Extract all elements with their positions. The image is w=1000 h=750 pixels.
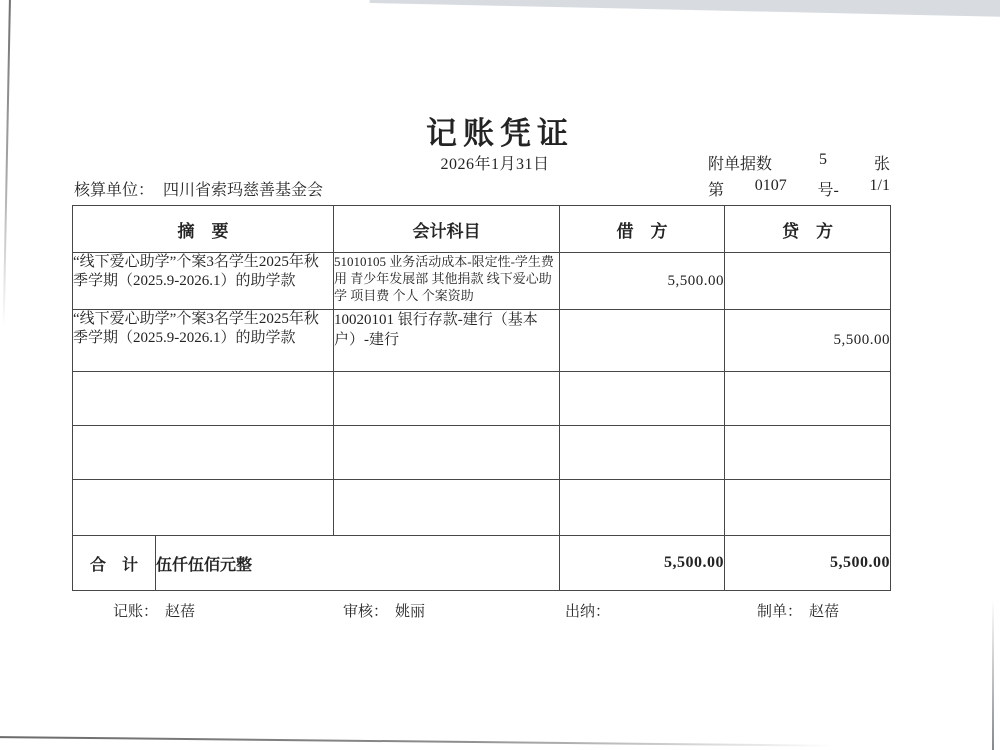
cell-credit: 5,500.00 — [725, 310, 891, 372]
cell-debit — [560, 426, 725, 480]
cell-credit — [725, 480, 891, 536]
table-row — [73, 310, 891, 372]
voucher-number-line — [708, 177, 890, 200]
cell-credit — [725, 253, 891, 310]
cell-summary — [73, 372, 334, 426]
cell-account — [334, 426, 560, 480]
paper-edge-right — [992, 600, 994, 750]
accounting-unit-label: 核算单位： — [74, 182, 155, 199]
preparer-label: 制单： — [757, 604, 803, 620]
table-row — [73, 253, 891, 310]
header-credit: 贷 方 — [725, 206, 891, 253]
header-debit: 借 方 — [560, 206, 725, 253]
cell-account — [334, 372, 560, 426]
cell-summary — [73, 480, 334, 536]
total-debit: 5,500.00 — [560, 536, 725, 591]
total-amount-in-words: 伍仟伍佰元整 — [156, 536, 560, 591]
attachment-unit: 张 — [873, 156, 890, 173]
preparer-name: 赵蓓 — [809, 604, 840, 620]
voucher-date: 2026年1月31日 — [440, 156, 550, 173]
cell-credit — [725, 372, 891, 426]
total-label: 合 计 — [73, 536, 156, 591]
table-header-row — [73, 206, 891, 253]
cell-summary: “线下爱心助学”个案3名学生2025年秋季学期（2025.9-2026.1）的助学款 — [73, 310, 334, 372]
signature-reviewer — [343, 600, 425, 621]
cell-debit: 5,500.00 — [560, 253, 725, 310]
cashier-label: 出纳： — [565, 604, 611, 620]
cell-debit — [560, 372, 725, 426]
voucher-no-suffix: 号- — [817, 182, 839, 199]
cell-summary — [73, 426, 334, 480]
page-title: 记账凭证 — [426, 116, 574, 151]
cell-summary: “线下爱心助学”个案3名学生2025年秋季学期（2025.9-2026.1）的助学款 — [73, 253, 334, 310]
voucher-no-number: 0107 — [754, 177, 787, 194]
attachment-count-line — [708, 151, 890, 174]
cell-account: 10020101 银行存款-建行（基本户）-建行 — [334, 310, 560, 372]
signature-cashier — [565, 600, 617, 621]
total-credit: 5,500.00 — [725, 536, 891, 591]
cell-account — [334, 480, 560, 536]
cell-account: 51010105 业务活动成本-限定性-学生费用 青少年发展部 其他捐款 线下爱心助学 项目费 个人 个案资助 — [334, 253, 560, 310]
accounting-unit-name: 四川省索玛慈善基金会 — [163, 182, 324, 199]
voucher-table — [72, 205, 891, 591]
cell-debit — [560, 310, 725, 372]
table-total-row — [73, 536, 891, 591]
header-account: 会计科目 — [334, 206, 560, 253]
attachment-count: 5 — [819, 151, 827, 168]
reviewer-label: 审核： — [343, 604, 389, 620]
signature-preparer — [757, 600, 839, 621]
signature-bookkeeper — [113, 600, 195, 621]
accounting-unit-line — [74, 177, 323, 200]
attachment-label: 附单据数 — [708, 156, 773, 173]
bookkeeper-name: 赵蓓 — [165, 604, 196, 620]
cell-debit — [560, 480, 725, 536]
table-row — [73, 426, 891, 480]
header-summary: 摘 要 — [73, 206, 334, 253]
reviewer-name: 姚丽 — [395, 604, 426, 620]
table-row — [73, 372, 891, 426]
cell-credit — [725, 426, 891, 480]
bookkeeper-label: 记账： — [113, 604, 159, 620]
voucher-no-prefix: 第 — [708, 182, 725, 199]
table-row — [73, 480, 891, 536]
voucher-no-page: 1/1 — [869, 177, 890, 194]
